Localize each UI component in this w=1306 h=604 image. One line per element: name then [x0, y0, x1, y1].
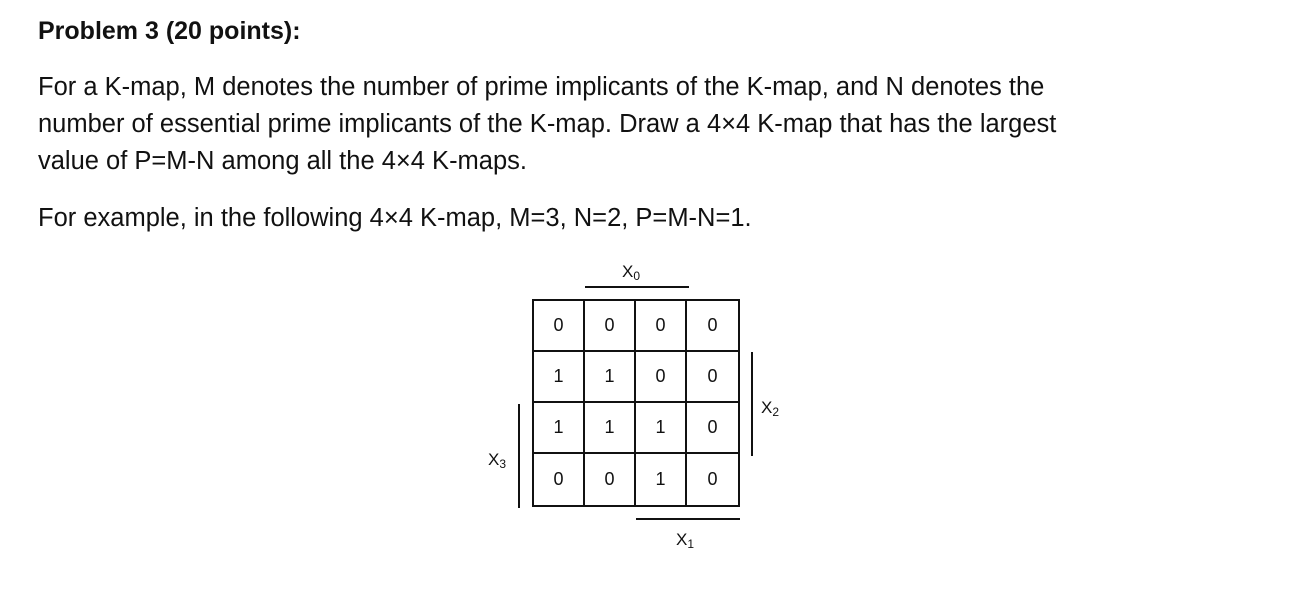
- statement-line-1: For a K-map, M denotes the number of prime implicants of the K-map, and N denotes the: [38, 73, 1045, 101]
- kmap-cell: 1: [636, 403, 687, 454]
- kmap-cell: 0: [636, 301, 687, 352]
- kmap-cell: 0: [585, 301, 636, 352]
- x1-label: $X_1$: [676, 530, 695, 551]
- kmap-cell: 0: [534, 454, 585, 505]
- problem-statement: [38, 69, 1056, 180]
- kmap-cell: 0: [707, 469, 718, 489]
- example-statement: For example, in the following 4×4 K-map, M=3, N=2, P=M-N=1.: [38, 204, 752, 232]
- kmap-cell: 1: [534, 403, 585, 454]
- kmap-cell: 1: [585, 352, 636, 403]
- kmap-cell: 0: [687, 403, 738, 454]
- kmap-cell: 0: [687, 352, 738, 403]
- kmap-cell: 1: [585, 403, 636, 454]
- x3-range-bar: [518, 404, 520, 508]
- statement-line-2: number of essential prime implicants of the K-map. Draw a 4×4 K-map that has the largest: [38, 110, 1057, 138]
- kmap-cell: 1: [636, 454, 687, 505]
- x1-range-bar: [636, 518, 740, 520]
- kmap-cell: 0: [534, 301, 585, 352]
- kmap-cell: 0: [585, 454, 636, 505]
- kmap-grid: [532, 299, 740, 507]
- kmap-cell: 1: [534, 352, 585, 403]
- statement-line-3: value of P=M-N among all the 4×4 K-maps.: [38, 147, 527, 175]
- x3-label: $X_3$: [488, 450, 507, 471]
- kmap-cell: 0: [636, 352, 687, 403]
- kmap-cell: 0: [687, 301, 738, 352]
- x0-label: $X_0$: [622, 262, 641, 283]
- x2-range-bar: [751, 352, 753, 456]
- problem-title: Problem 3 (20 points):: [38, 17, 301, 45]
- x2-label: $X_2$: [761, 398, 780, 419]
- x0-range-bar: [585, 286, 689, 288]
